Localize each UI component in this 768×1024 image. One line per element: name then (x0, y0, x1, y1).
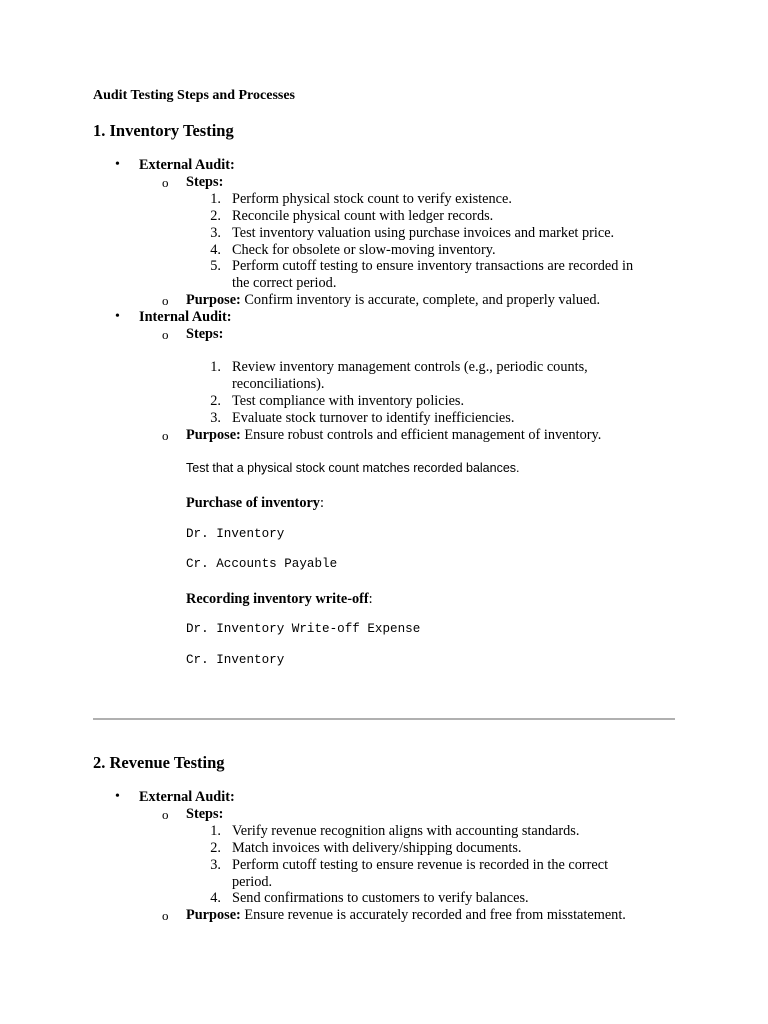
bullet-marker: • (115, 309, 120, 324)
circle-marker: o (162, 293, 169, 308)
purpose-text: Ensure robust controls and efficient management of inventory. (244, 427, 602, 443)
steps-label: Steps: (186, 174, 224, 190)
list-item: Verify revenue recognition aligns with accounting standards. (232, 823, 580, 839)
section-divider (93, 718, 675, 720)
circle-marker: o (162, 327, 169, 342)
purpose-label: Purpose: (186, 427, 241, 443)
bullet-marker: • (115, 789, 120, 804)
steps-label: Steps: (186, 326, 224, 342)
internal-audit-label: Internal Audit: (139, 309, 232, 325)
writeoff-heading (186, 591, 373, 608)
purpose-text: Confirm inventory is accurate, complete, and properly valued. (244, 292, 601, 308)
list-number: 2. (210, 208, 221, 224)
purpose-line (186, 907, 626, 924)
list-item: Perform physical stock count to verify existence. (232, 191, 512, 207)
writeoff-label: Recording inventory write-off (186, 591, 369, 607)
steps-label: Steps: (186, 806, 224, 822)
journal-debit: Dr. Inventory (186, 527, 285, 541)
list-number: 5. (210, 258, 221, 274)
list-number: 1. (210, 823, 221, 839)
circle-marker: o (162, 428, 169, 443)
circle-marker: o (162, 175, 169, 190)
purchase-heading (186, 495, 324, 512)
list-number: 4. (210, 242, 221, 258)
list-item: Perform cutoff testing to ensure revenue is recorded in the correct (232, 857, 609, 873)
purchase-label: Purchase of inventory (186, 495, 320, 511)
purchase-colon: : (319, 495, 324, 511)
purpose-line (186, 292, 600, 309)
journal-credit: Cr. Inventory (186, 653, 285, 667)
journal-debit: Dr. Inventory Write-off Expense (186, 622, 421, 636)
list-item: Reconcile physical count with ledger records. (232, 208, 494, 224)
purpose-label: Purpose: (186, 907, 241, 923)
list-item: Evaluate stock turnover to identify inefficiencies. (232, 410, 515, 426)
journal-credit: Cr. Accounts Payable (186, 557, 338, 571)
document-title: Audit Testing Steps and Processes (93, 88, 296, 103)
bullet-marker: • (115, 157, 120, 172)
list-item-continuation: reconciliations). (232, 376, 325, 392)
list-number: 1. (210, 191, 221, 207)
list-number: 3. (210, 410, 221, 426)
purpose-text: Ensure revenue is accurately recorded and free from misstatement. (244, 907, 626, 923)
list-item-continuation: the correct period. (232, 275, 337, 291)
external-audit-label: External Audit: (139, 157, 235, 173)
external-audit-label: External Audit: (139, 789, 235, 805)
list-number: 4. (210, 890, 221, 906)
list-item-continuation: period. (232, 874, 273, 890)
list-item: Match invoices with delivery/shipping documents. (232, 840, 522, 856)
list-item: Check for obsolete or slow-moving inventory. (232, 242, 496, 258)
note-text: Test that a physical stock count matches recorded balances. (186, 461, 520, 475)
purpose-label: Purpose: (186, 292, 241, 308)
section-heading-inventory: 1. Inventory Testing (93, 121, 234, 140)
list-item: Perform cutoff testing to ensure inventory transactions are recorded in (232, 258, 634, 274)
list-item: Test compliance with inventory policies. (232, 393, 465, 409)
list-number: 1. (210, 359, 221, 375)
list-item: Review inventory management controls (e.g., periodic counts, (232, 359, 588, 375)
purpose-line (186, 427, 601, 444)
list-number: 3. (210, 225, 221, 241)
list-item: Send confirmations to customers to verify balances. (232, 890, 529, 906)
list-number: 2. (210, 840, 221, 856)
writeoff-colon: : (368, 591, 373, 607)
list-item: Test inventory valuation using purchase invoices and market price. (232, 225, 615, 241)
list-number: 3. (210, 857, 221, 873)
circle-marker: o (162, 908, 169, 923)
circle-marker: o (162, 807, 169, 822)
section-heading-revenue: 2. Revenue Testing (93, 753, 225, 772)
list-number: 2. (210, 393, 221, 409)
